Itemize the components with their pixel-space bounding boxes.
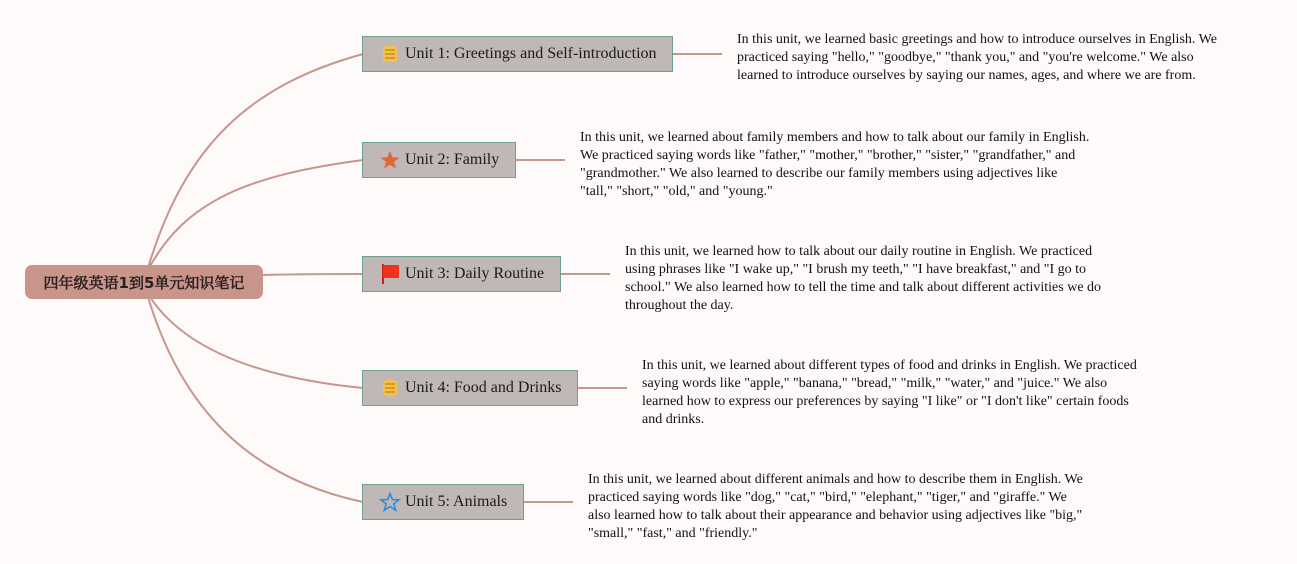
topic-unit-1[interactable] bbox=[362, 36, 673, 72]
topic-label: Unit 4: Food and Drinks bbox=[405, 379, 562, 396]
note-unit-4: In this unit, we learned about different types of food and drinks in English. We practiced saying words like "apple," "banana," "bread," "milk," "water," and "juice." We also learned how to express our preferences by saying "I like" or "I don't like" certain foods and drinks. bbox=[642, 358, 1137, 427]
red-flag-icon bbox=[379, 263, 401, 285]
branch-connector-unit-1 bbox=[148, 54, 363, 268]
note-unit-5: In this unit, we learned about different animals and how to describe them in English. We practiced saying words like "dog," "cat," "bird," "elephant," "tiger," and "giraffe." We also learned how to talk about their appearance and behavior using adjectives like "big," "small," "fast," and "friendly." bbox=[588, 472, 1083, 541]
branch-connector-unit-5 bbox=[148, 297, 363, 502]
note-unit-3: In this unit, we learned how to talk about our daily routine in English. We practiced using phrases like "I wake up," "I brush my teeth," "I have breakfast," and "I go to school." We also learned how to tell the time and talk about different activities we do throughout the day. bbox=[625, 244, 1102, 313]
topic-label: Unit 5: Animals bbox=[405, 493, 508, 510]
note-unit-2: In this unit, we learned about family members and how to talk about our family in English. We practiced saying words like "father," "mother," "brother," "sister," "grandfather," and "grandmother." We also learned to describe our family members using adjectives like "tall," "short," "old," and "young." bbox=[580, 130, 1090, 199]
orange-star-icon bbox=[379, 149, 401, 171]
gold-coin-icon bbox=[379, 43, 401, 65]
topic-label: Unit 1: Greetings and Self-introduction bbox=[405, 45, 657, 62]
branch-connector-unit-4 bbox=[150, 297, 363, 388]
topic-unit-4[interactable] bbox=[362, 370, 578, 406]
gold-coin-icon bbox=[379, 377, 401, 399]
branch-connector-unit-3 bbox=[263, 274, 363, 275]
topic-unit-2[interactable] bbox=[362, 142, 516, 178]
root-topic-label: 四年级英语1到5单元知识笔记 bbox=[43, 273, 245, 292]
note-unit-1: In this unit, we learned basic greetings and how to introduce ourselves in English. We practiced saying "hello," "goodbye," "thank you," and "you're welcome." We also learned to introduce ourselves by saying our names, ages, and where we are from. bbox=[737, 32, 1217, 83]
topic-label: Unit 2: Family bbox=[405, 151, 500, 168]
topic-label: Unit 3: Daily Routine bbox=[405, 265, 545, 282]
blue-star-outline-icon bbox=[379, 491, 401, 513]
branch-connector-unit-2 bbox=[148, 160, 363, 270]
topic-unit-5[interactable] bbox=[362, 484, 524, 520]
root-topic[interactable] bbox=[25, 265, 263, 299]
topic-unit-3[interactable] bbox=[362, 256, 561, 292]
